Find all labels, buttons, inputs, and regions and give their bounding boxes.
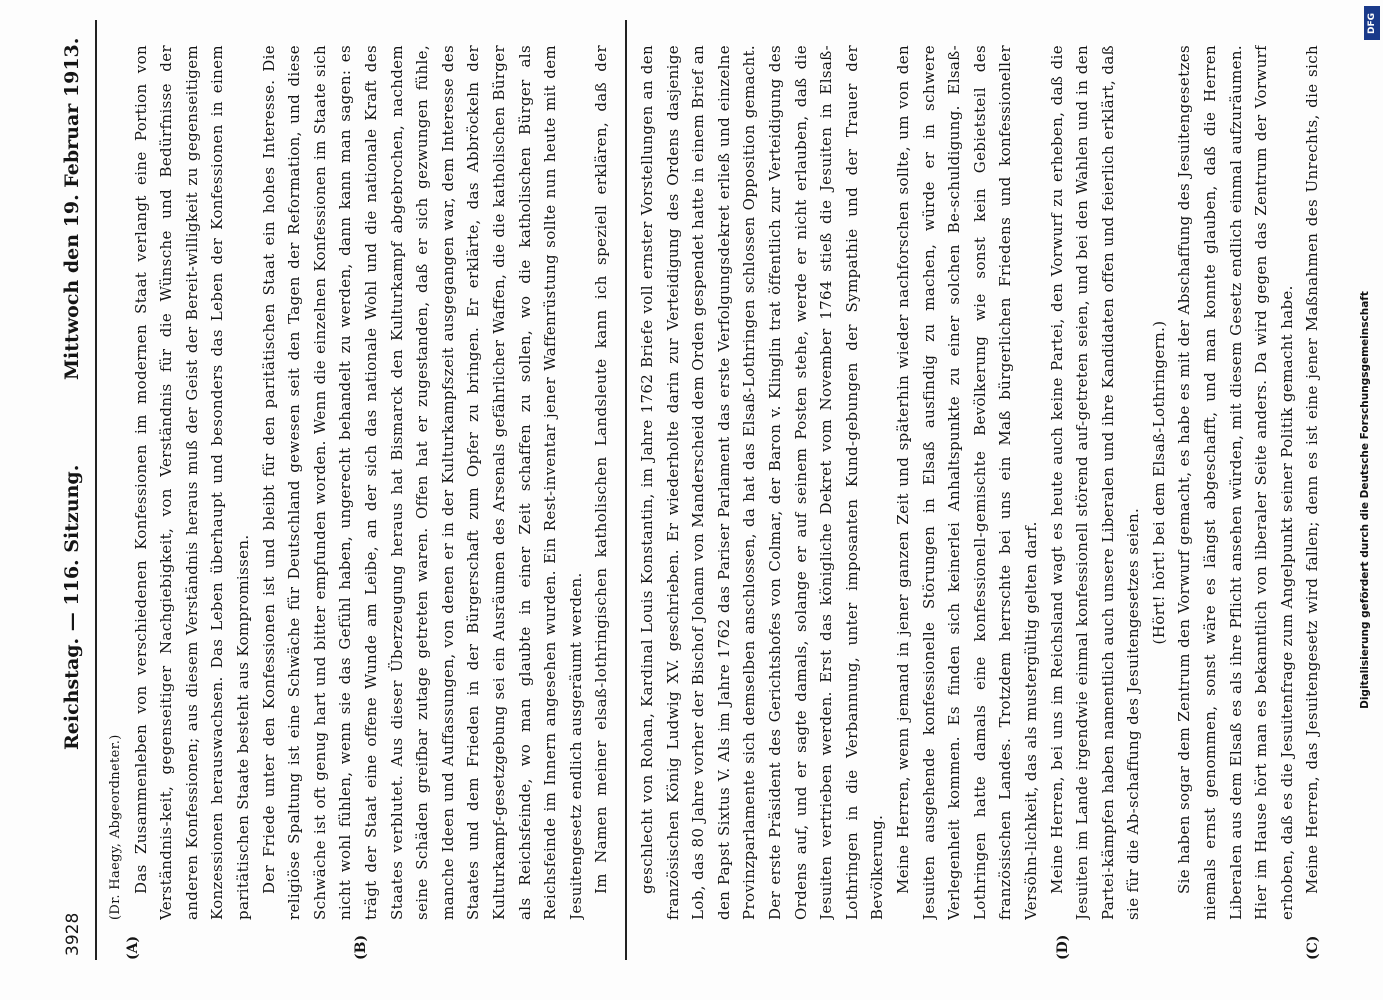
column-divider xyxy=(625,20,627,960)
rotated-page xyxy=(55,20,1345,960)
margin-mark-d: (D) xyxy=(1055,934,1071,960)
paragraph: Im Namen meiner elsaß-lothringischen katholischen Landsleute kann ich speziell erklären, daß der xyxy=(592,45,611,894)
paragraph: geschlecht von Rohan, Kardinal Louis Konstantin, im Jahre 1762 Briefe voll ernster Vorstellungen an den französischen König Ludwig XV. geschrieben. Er wiederholte darin zur Verteidigung des Ordens dasjenige Lob, das 80 Jahre vorher der Bischof Johann von Manderscheid dem Orden gespendet hatte in einem Brief an den Papst Sixtus V. Als im Jahre 1762 das Pariser Parlament das erste Verfolgungsdekret erließ und einzelne Provinzparlamente sich demselben anschlossen, da hat das Elsaß-Lothringen schlossen Opposition gemacht. Der erste Präsident des Gerichtshofes von Colmar, der Baron v. Klinglin trat öffentlich zur Verteidigung des Ordens auf, und er sagte damals, solange er auf seinem Posten stehe, werde er nicht erlauben, daß die Jesuiten vertrieben werden. Erst das königliche Dekret vom November 1764 stieß die Jesuiten in Elsaß-Lothringen in die Verbannung, unter imposanten Kund-gebungen der Sympathie und der Trauer der Bevölkerung. xyxy=(638,45,887,920)
margin-mark-b: (B) xyxy=(353,934,369,960)
digitization-note: Digitalisierung gefördert durch die Deutsche Forschungsgemeinschaft xyxy=(1359,291,1371,709)
session-date: Mittwoch den 19. Februar 1913. xyxy=(61,37,83,380)
page-header xyxy=(55,20,97,960)
margin-mark-a: (A) xyxy=(125,935,141,960)
speaker-note: (Dr. Haegy, Abgeordneter.) xyxy=(108,734,123,920)
page-number: 3928 xyxy=(63,912,83,956)
paragraph: Meine Herren, das Jesuitengesetz wird fallen; denn es ist eine jener Maßnahmen des Unrechts, die sich xyxy=(1303,45,1322,894)
paragraph: Das Zusammenleben von verschiedenen Konfessionen im modernen Staat verlangt eine Portion von Verständnis-keit, gegenseitiger Nachgiebigkeit, von Verständnis für die Wünsche und Bedürfnisse der anderen Konfessionen; aus diesem Verständnis heraus muß der Geist der Bereit-willigkeit zu gegenseitigem Konzessionen herauswachsen. Das Leben überhaupt und besonders das Leben der Konfessionen in einem paritätischen Staate besteht aus Kompromissen. xyxy=(131,45,252,920)
margin-mark-c: (C) xyxy=(1305,935,1321,960)
paragraph: Sie haben sogar dem Zentrum den Vorwurf gemacht, es habe es mit der Abschaffung des Jesuitengesetzes niemals ernst genommen, sonst wäre es längst abgeschafft, und man konnte glauben, daß die Herren Liberalen aus dem Elsaß es als ihre Pflicht ansehen würden, mit diesem Gesetz endlich einmal aufzuräumen. Hier im Hause hört man es bekanntlich von liberaler Seite anders. Da wird gegen das Zentrum der Vorwurf erhoben, daß es die Jesuitenfrage zum Angelpunkt seiner Politik gemacht habe. xyxy=(1175,45,1296,920)
dfg-logo: DFG xyxy=(1364,6,1380,40)
session-title: Reichstag. — 116. Sitzung. xyxy=(61,464,83,750)
right-column xyxy=(635,45,1325,920)
paragraph: Meine Herren, wenn jemand in jener ganzen Zeit und späterhin wieder nachforschen sollte, um von den Jesuiten ausgehende konfessionelle Störungen in Elsaß ausfindig zu machen, würde er in schwere Verlegenheit kommen. Es finden sich keinerlei Anhaltspunkte zu einer solchen Be-schuldigung. Elsaß-Lothringen hatte damals eine konfessionell-gemischte Bevölkerung wie sonst kein Gebietsteil des französischen Landes. Trotzdem herrschte bei uns ein Maß bürgerlichen Friedens und konfessioneller Versöhn-lichkeit, das als mustergültig gelten darf. xyxy=(893,45,1040,920)
paragraph: Der Friede unter den Konfessionen ist und bleibt für den paritätischen Staat ein hohes Interesse. Die religiöse Spaltung ist eine Schwäche für Deutschland gewesen seit den Tagen der Reformation, und diese Schwäche ist oft genug hart und bitter empfunden worden. Wenn die einzelnen Konfessionen im Staate sich nicht wohl fühlen, wenn sie das Gefühl haben, ungerecht behandelt zu werden, dann kann man sagen: es trägt der Staat eine offene Wunde am Leibe, an der sich das nationale Wohl und die nationale Kraft des Staates verblutet. Aus dieser Überzeugung heraus hat Bismarck den Kulturkampf abgebrochen, nachdem seine Schäden greifbar zutage getreten waren. Offen hat er zugestanden, daß er sich gezwungen fühle, manche Ideen und Auffassungen, von denen er in der Kulturkampfszeit ausgegangen war, dem Interesse des Staates und dem Frieden in der Bürgerschaft zum Opfer zu bringen. Er erklärte, das Abbröckeln der Kulturkampf-gesetzgebung sei ein Ausräumen des Arsenals gefährlicher Waffen, die die katholischen Bürger als Reichsfeinde, wo man glaubte in einer Zeit schaffen zu sollen, wo die katholischen Bürger als Reichsfeinde im Innern angesehen wurden. Ein Rest-inventar jener Waffenrüstung sollte nun heute mit dem Jesuitengesetz endlich ausgeräumt werden. xyxy=(259,45,585,920)
interjection: (Hört! hört! bei dem Elsaß-Lothringern.) xyxy=(1149,320,1168,645)
paragraph: Meine Herren, bei uns im Reichsland wagt es heute auch keine Partei, den Vorwurf zu erheben, daß die Jesuiten im Lande irgendwie einmal konfessionell störend auf-getreten seien, und bei den Wahlen und in den Partei-kämpfen haben namentlich auch unsere Liberalen und ihre Kandidaten offen und feierlich erklärt, daß sie für die Ab-schaffung des Jesuitengesetzes seien. xyxy=(1047,45,1143,920)
left-column xyxy=(103,45,618,920)
